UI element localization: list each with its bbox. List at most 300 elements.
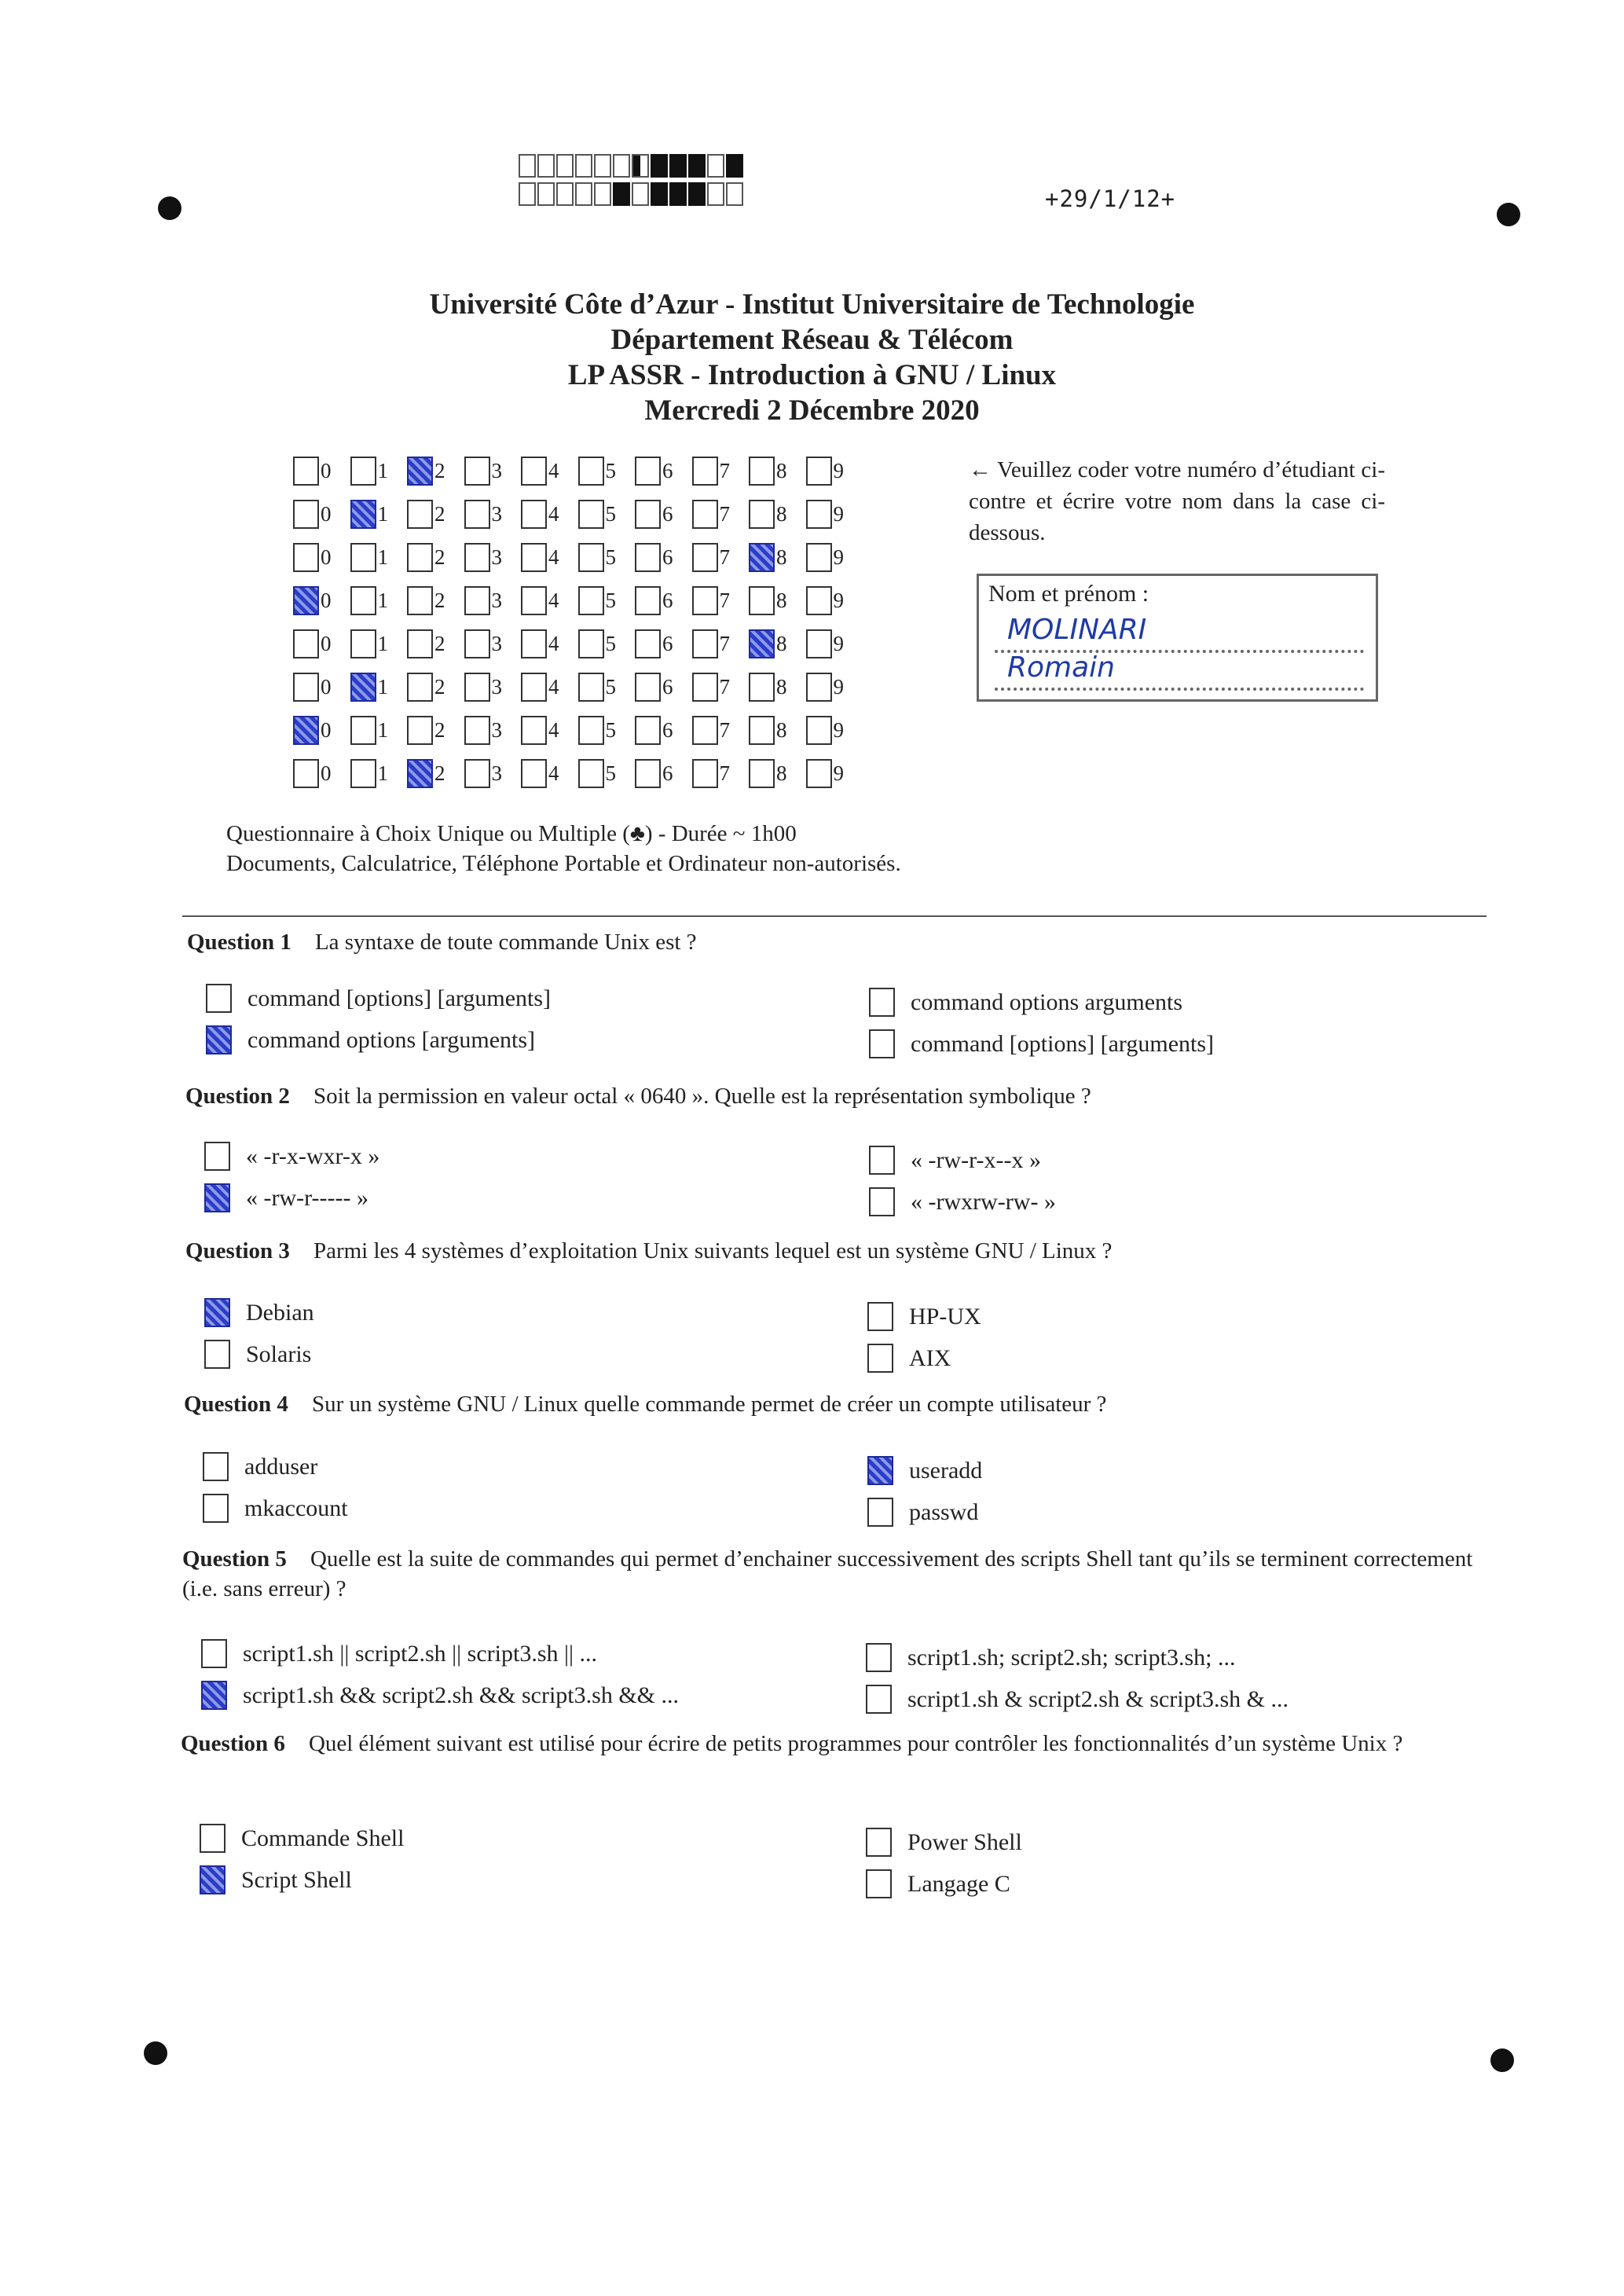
student-id-cell[interactable]	[749, 457, 806, 486]
student-id-cell[interactable]	[293, 543, 350, 572]
digit-label: 6	[662, 632, 673, 655]
digit-label: 7	[719, 545, 730, 569]
digit-checkbox[interactable]	[407, 543, 433, 572]
digit-checkbox[interactable]	[635, 586, 661, 615]
digit-checkbox[interactable]	[407, 586, 433, 615]
digit-checkbox[interactable]	[692, 457, 718, 486]
digit-checkbox[interactable]	[749, 759, 775, 788]
digit-checkbox[interactable]	[749, 716, 775, 745]
student-id-cell[interactable]	[521, 543, 578, 572]
student-id-cell[interactable]	[350, 457, 408, 486]
separator-rule	[182, 915, 1487, 917]
student-id-cell[interactable]	[578, 500, 636, 529]
digit-checkbox[interactable]	[749, 457, 775, 486]
answer-checkbox[interactable]	[204, 1183, 230, 1212]
answer-label: passwd	[909, 1498, 979, 1525]
answer-option[interactable]	[867, 1302, 981, 1331]
digit-label: 4	[548, 589, 559, 612]
question-label: Question 2	[185, 1084, 290, 1109]
student-id-cell[interactable]	[635, 629, 692, 658]
answer-option[interactable]	[866, 1685, 1289, 1714]
answer-checkbox[interactable]	[869, 1029, 895, 1058]
student-id-cell[interactable]	[578, 543, 636, 572]
digit-label: 8	[776, 589, 787, 612]
student-id-cell[interactable]	[293, 500, 350, 529]
student-id-cell[interactable]	[635, 457, 692, 486]
student-id-cell[interactable]	[578, 629, 636, 658]
answer-option[interactable]	[869, 988, 1182, 1017]
student-id-cell[interactable]	[692, 457, 750, 486]
digit-checkbox[interactable]	[806, 500, 832, 529]
student-id-cell[interactable]	[692, 543, 750, 572]
digit-label: 1	[377, 459, 388, 482]
digit-label: 0	[321, 459, 332, 482]
student-id-cell[interactable]	[692, 586, 750, 615]
student-id-cell[interactable]	[350, 716, 408, 745]
digit-checkbox[interactable]	[806, 759, 832, 788]
answer-checkbox[interactable]	[201, 1681, 227, 1710]
student-id-row	[293, 666, 863, 709]
answer-label: script1.sh || script2.sh || script3.sh || ...	[243, 1640, 598, 1667]
student-id-cell[interactable]	[578, 716, 636, 745]
student-id-cell[interactable]	[749, 586, 806, 615]
digit-checkbox[interactable]	[635, 629, 661, 658]
student-id-cell[interactable]	[407, 543, 464, 572]
registration-mark-bottom-right	[1490, 2048, 1514, 2072]
answer-checkbox[interactable]	[206, 1025, 232, 1054]
student-id-cell[interactable]	[464, 500, 522, 529]
student-id-cell[interactable]	[350, 759, 408, 788]
student-id-cell[interactable]	[464, 629, 522, 658]
digit-label: 2	[434, 675, 445, 699]
answer-checkbox[interactable]	[206, 984, 232, 1013]
student-id-cell[interactable]	[407, 673, 464, 702]
student-id-cell[interactable]	[749, 673, 806, 702]
answer-label: script1.sh && script2.sh && script3.sh && ...	[243, 1682, 679, 1708]
digit-checkbox[interactable]	[749, 629, 775, 658]
digit-checkbox[interactable]	[350, 586, 376, 615]
student-id-cell[interactable]	[806, 759, 863, 788]
digit-checkbox[interactable]	[749, 673, 775, 702]
student-id-cell[interactable]	[464, 759, 522, 788]
student-id-cell[interactable]	[350, 673, 408, 702]
digit-label: 4	[548, 675, 559, 699]
student-id-cell[interactable]	[806, 716, 863, 745]
digit-checkbox[interactable]	[464, 500, 490, 529]
digit-label: 9	[833, 502, 844, 526]
digit-label: 3	[491, 675, 502, 699]
digit-checkbox[interactable]	[635, 543, 661, 572]
answer-checkbox[interactable]	[867, 1456, 893, 1485]
student-id-cell[interactable]	[521, 457, 578, 486]
digit-checkbox[interactable]	[578, 716, 604, 745]
student-id-cell[interactable]	[293, 673, 350, 702]
answer-checkbox[interactable]	[869, 988, 895, 1017]
answer-checkbox[interactable]	[869, 1146, 895, 1175]
digit-checkbox[interactable]	[464, 629, 490, 658]
digit-checkbox[interactable]	[692, 629, 718, 658]
student-id-cell[interactable]	[350, 586, 408, 615]
digit-label: 3	[491, 718, 502, 742]
student-id-cell[interactable]	[521, 500, 578, 529]
digit-label: 2	[434, 459, 445, 482]
student-id-cell[interactable]	[350, 543, 408, 572]
digit-checkbox[interactable]	[578, 629, 604, 658]
digit-label: 6	[662, 459, 673, 482]
digit-label: 6	[662, 589, 673, 612]
title-line-1: Université Côte d’Azur - Institut Universitaire de Technologie	[429, 288, 1195, 321]
digit-label: 3	[491, 761, 502, 785]
mcq-info-line-2: Documents, Calculatrice, Téléphone Portable et Ordinateur non-autorisés.	[226, 851, 901, 876]
digit-checkbox[interactable]	[692, 673, 718, 702]
digit-checkbox[interactable]	[293, 629, 319, 658]
answer-label: adduser	[244, 1453, 318, 1480]
student-id-row	[293, 709, 863, 752]
answer-checkbox[interactable]	[204, 1142, 230, 1171]
question-label: Question 5	[182, 1546, 287, 1572]
student-id-cell[interactable]	[692, 716, 750, 745]
student-id-cell[interactable]	[407, 629, 464, 658]
answer-checkbox[interactable]	[866, 1869, 892, 1898]
answer-option[interactable]	[867, 1344, 951, 1373]
student-id-cell[interactable]	[692, 673, 750, 702]
answer-checkbox[interactable]	[867, 1498, 893, 1527]
answer-option[interactable]	[869, 1029, 1214, 1058]
digit-checkbox[interactable]	[407, 673, 433, 702]
answer-option[interactable]	[200, 1824, 404, 1853]
digit-label: 9	[833, 545, 844, 569]
digit-checkbox[interactable]	[749, 543, 775, 572]
student-id-cell[interactable]	[464, 716, 522, 745]
digit-checkbox[interactable]	[806, 543, 832, 572]
answer-label: Debian	[246, 1299, 314, 1326]
digit-label: 3	[491, 545, 502, 569]
digit-checkbox[interactable]	[806, 716, 832, 745]
answer-label: Commande Shell	[241, 1825, 405, 1851]
digit-checkbox[interactable]	[464, 543, 490, 572]
answer-checkbox[interactable]	[201, 1639, 227, 1668]
digit-label: 1	[377, 545, 388, 569]
student-id-cell[interactable]	[350, 500, 408, 529]
student-id-cell[interactable]	[692, 759, 750, 788]
student-id-cell[interactable]	[293, 586, 350, 615]
student-id-cell[interactable]	[407, 586, 464, 615]
answer-checkbox[interactable]	[869, 1187, 895, 1216]
answer-option[interactable]	[866, 1643, 1235, 1672]
student-id-cell[interactable]	[692, 629, 750, 658]
student-id-cell[interactable]	[635, 673, 692, 702]
answer-checkbox[interactable]	[200, 1865, 225, 1894]
digit-label: 9	[833, 589, 844, 612]
student-id-cell[interactable]	[350, 629, 408, 658]
digit-label: 8	[776, 632, 787, 655]
answer-option[interactable]	[204, 1340, 311, 1369]
digit-label: 7	[719, 632, 730, 655]
digit-label: 3	[491, 589, 502, 612]
student-id-cell[interactable]	[464, 457, 522, 486]
digit-checkbox[interactable]	[293, 673, 319, 702]
answer-label: command options arguments	[911, 988, 1183, 1015]
answer-checkbox[interactable]	[866, 1643, 892, 1672]
digit-label: 0	[321, 718, 332, 742]
digit-checkbox[interactable]	[806, 457, 832, 486]
answer-option[interactable]	[203, 1452, 317, 1481]
digit-label: 9	[833, 761, 844, 785]
title-line-2: Département Réseau & Télécom	[610, 324, 1014, 356]
name-box[interactable]	[977, 574, 1378, 702]
digit-checkbox[interactable]	[635, 673, 661, 702]
student-id-cell[interactable]	[749, 500, 806, 529]
digit-label: 4	[548, 545, 559, 569]
digit-checkbox[interactable]	[578, 673, 604, 702]
digit-checkbox[interactable]	[407, 716, 433, 745]
digit-checkbox[interactable]	[407, 500, 433, 529]
digit-label: 0	[321, 502, 332, 526]
answer-option[interactable]	[869, 1187, 1056, 1216]
answer-option[interactable]	[204, 1298, 314, 1327]
digit-checkbox[interactable]	[806, 629, 832, 658]
digit-checkbox[interactable]	[350, 716, 376, 745]
digit-checkbox[interactable]	[692, 716, 718, 745]
student-id-cell[interactable]	[635, 500, 692, 529]
digit-label: 5	[605, 718, 616, 742]
mcq-info-line-1: Questionnaire à Choix Unique ou Multiple (♣) - Durée ~ 1h00	[226, 821, 797, 846]
digit-checkbox[interactable]	[293, 759, 319, 788]
student-id-cell[interactable]	[407, 457, 464, 486]
question-text: Quelle est la suite de commandes qui permet d’enchainer successivement des scripts Shell tant qu’ils se terminent correctement (i.e. sans erreur) ?	[182, 1546, 1473, 1601]
student-id-cell[interactable]	[578, 759, 636, 788]
digit-label: 4	[548, 459, 559, 482]
answer-checkbox[interactable]	[200, 1824, 225, 1853]
answer-option[interactable]	[201, 1681, 679, 1710]
student-id-cell[interactable]	[806, 673, 863, 702]
digit-checkbox[interactable]	[407, 629, 433, 658]
student-id-cell[interactable]	[749, 759, 806, 788]
digit-checkbox[interactable]	[806, 673, 832, 702]
answer-checkbox[interactable]	[866, 1685, 892, 1714]
student-id-cell[interactable]	[521, 586, 578, 615]
digit-label: 1	[377, 589, 388, 612]
digit-label: 5	[605, 459, 616, 482]
student-id-cell[interactable]	[635, 716, 692, 745]
answer-option[interactable]	[866, 1828, 1022, 1857]
digit-checkbox[interactable]	[293, 457, 319, 486]
digit-label: 0	[321, 761, 332, 785]
digit-label: 9	[833, 675, 844, 699]
student-id-cell[interactable]	[521, 673, 578, 702]
question-1	[187, 927, 1489, 957]
digit-checkbox[interactable]	[407, 759, 433, 788]
digit-label: 6	[662, 761, 673, 785]
student-id-cell[interactable]	[521, 716, 578, 745]
sheet-code: +29/1/12+	[1045, 185, 1176, 212]
digit-label: 4	[548, 761, 559, 785]
answer-checkbox[interactable]	[203, 1452, 229, 1481]
digit-label: 9	[833, 632, 844, 655]
digit-checkbox[interactable]	[806, 586, 832, 615]
answer-option[interactable]	[869, 1146, 1041, 1175]
digit-checkbox[interactable]	[521, 457, 547, 486]
student-id-cell[interactable]	[806, 629, 863, 658]
student-id-cell[interactable]	[293, 629, 350, 658]
digit-checkbox[interactable]	[350, 457, 376, 486]
digit-checkbox[interactable]	[692, 543, 718, 572]
digit-checkbox[interactable]	[350, 759, 376, 788]
student-id-cell[interactable]	[749, 629, 806, 658]
digit-label: 7	[719, 718, 730, 742]
student-id-cell[interactable]	[749, 543, 806, 572]
digit-checkbox[interactable]	[464, 457, 490, 486]
answer-label: AIX	[909, 1344, 951, 1371]
digit-checkbox[interactable]	[293, 586, 319, 615]
answer-option[interactable]	[206, 984, 551, 1013]
answer-checkbox[interactable]	[204, 1298, 230, 1327]
digit-checkbox[interactable]	[464, 716, 490, 745]
student-id-cell[interactable]	[806, 457, 863, 486]
digit-label: 7	[719, 675, 730, 699]
question-4	[184, 1389, 1489, 1419]
student-id-cell[interactable]	[464, 673, 522, 702]
student-id-cell[interactable]	[635, 543, 692, 572]
digit-checkbox[interactable]	[293, 500, 319, 529]
digit-checkbox[interactable]	[521, 629, 547, 658]
digit-checkbox[interactable]	[578, 500, 604, 529]
student-id-cell[interactable]	[635, 586, 692, 615]
digit-checkbox[interactable]	[350, 543, 376, 572]
digit-label: 2	[434, 718, 445, 742]
student-surname: MOLINARI	[1007, 614, 1147, 646]
answer-label: command options [arguments]	[247, 1026, 536, 1053]
digit-checkbox[interactable]	[521, 716, 547, 745]
digit-checkbox[interactable]	[635, 716, 661, 745]
answer-checkbox[interactable]	[866, 1828, 892, 1857]
student-id-cell[interactable]	[578, 586, 636, 615]
answer-label: Solaris	[246, 1341, 312, 1367]
student-id-cell[interactable]	[806, 586, 863, 615]
digit-checkbox[interactable]	[749, 586, 775, 615]
student-id-cell[interactable]	[521, 629, 578, 658]
digit-checkbox[interactable]	[635, 759, 661, 788]
barcode-row-2	[519, 182, 745, 206]
student-id-cell[interactable]	[806, 500, 863, 529]
digit-label: 9	[833, 718, 844, 742]
digit-checkbox[interactable]	[464, 586, 490, 615]
answer-label: script1.sh; script2.sh; script3.sh; ...	[907, 1644, 1236, 1671]
answer-option[interactable]	[867, 1456, 982, 1485]
digit-checkbox[interactable]	[578, 759, 604, 788]
student-id-row	[293, 449, 863, 493]
digit-checkbox[interactable]	[692, 586, 718, 615]
digit-checkbox[interactable]	[293, 543, 319, 572]
digit-checkbox[interactable]	[407, 457, 433, 486]
question-text: Sur un système GNU / Linux quelle commande permet de créer un compte utilisateur ?	[311, 1392, 1107, 1417]
student-id-cell[interactable]	[521, 759, 578, 788]
answer-label: Power Shell	[907, 1828, 1022, 1855]
digit-checkbox[interactable]	[521, 543, 547, 572]
student-id-cell[interactable]	[578, 673, 636, 702]
digit-label: 7	[719, 459, 730, 482]
digit-checkbox[interactable]	[635, 457, 661, 486]
answer-label: « -rw-r-x--x »	[911, 1146, 1041, 1173]
answer-checkbox[interactable]	[867, 1302, 893, 1331]
student-id-cell[interactable]	[407, 500, 464, 529]
digit-checkbox[interactable]	[521, 586, 547, 615]
digit-checkbox[interactable]	[578, 586, 604, 615]
student-id-cell[interactable]	[806, 543, 863, 572]
student-id-cell[interactable]	[464, 543, 522, 572]
answer-option[interactable]	[200, 1865, 352, 1894]
digit-checkbox[interactable]	[578, 457, 604, 486]
answer-label: « -r-x-wxr-x »	[246, 1142, 380, 1169]
answer-option[interactable]	[867, 1498, 978, 1527]
digit-checkbox[interactable]	[293, 716, 319, 745]
digit-label: 8	[776, 761, 787, 785]
digit-label: 0	[321, 545, 332, 569]
question-2	[185, 1081, 1489, 1111]
answer-checkbox[interactable]	[204, 1340, 230, 1369]
student-id-cell[interactable]	[293, 759, 350, 788]
student-id-cell[interactable]	[692, 500, 750, 529]
question-5	[182, 1544, 1489, 1604]
answer-label: Script Shell	[241, 1866, 352, 1893]
digit-checkbox[interactable]	[464, 673, 490, 702]
student-id-cell[interactable]	[407, 759, 464, 788]
digit-label: 1	[377, 632, 388, 655]
digit-checkbox[interactable]	[521, 673, 547, 702]
answer-checkbox[interactable]	[203, 1494, 229, 1523]
digit-checkbox[interactable]	[464, 759, 490, 788]
digit-label: 8	[776, 675, 787, 699]
registration-mark-top-right	[1497, 203, 1520, 226]
student-firstname: Romain	[1007, 651, 1115, 684]
student-id-cell[interactable]	[578, 457, 636, 486]
digit-checkbox[interactable]	[749, 500, 775, 529]
digit-checkbox[interactable]	[350, 673, 376, 702]
digit-checkbox[interactable]	[521, 500, 547, 529]
question-text: Soit la permission en valeur octal « 0640 ». Quelle est la représentation symbolique ?	[313, 1084, 1091, 1109]
digit-checkbox[interactable]	[692, 500, 718, 529]
answer-option[interactable]	[203, 1494, 348, 1523]
student-id-cell[interactable]	[464, 586, 522, 615]
digit-checkbox[interactable]	[350, 500, 376, 529]
answer-option[interactable]	[866, 1869, 1010, 1898]
title-line-4: Mercredi 2 Décembre 2020	[644, 394, 980, 427]
answer-checkbox[interactable]	[867, 1344, 893, 1373]
student-id-cell[interactable]	[293, 716, 350, 745]
answer-option[interactable]	[206, 1025, 535, 1054]
student-id-row	[293, 752, 863, 795]
answer-label: HP-UX	[909, 1303, 981, 1330]
digit-checkbox[interactable]	[692, 759, 718, 788]
digit-label: 5	[605, 761, 616, 785]
student-id-cell[interactable]	[635, 759, 692, 788]
answer-option[interactable]	[204, 1142, 379, 1171]
digit-label: 2	[434, 502, 445, 526]
student-id-cell[interactable]	[293, 457, 350, 486]
digit-checkbox[interactable]	[521, 759, 547, 788]
student-id-cell[interactable]	[749, 716, 806, 745]
student-id-cell[interactable]	[407, 716, 464, 745]
answer-option[interactable]	[201, 1639, 597, 1668]
digit-checkbox[interactable]	[578, 543, 604, 572]
digit-label: 5	[605, 502, 616, 526]
answer-label: « -rw-r----- »	[246, 1184, 368, 1211]
answer-label: « -rwxrw-rw- »	[911, 1188, 1056, 1215]
digit-checkbox[interactable]	[350, 629, 376, 658]
digit-checkbox[interactable]	[635, 500, 661, 529]
answer-option[interactable]	[204, 1183, 368, 1212]
digit-label: 7	[719, 761, 730, 785]
